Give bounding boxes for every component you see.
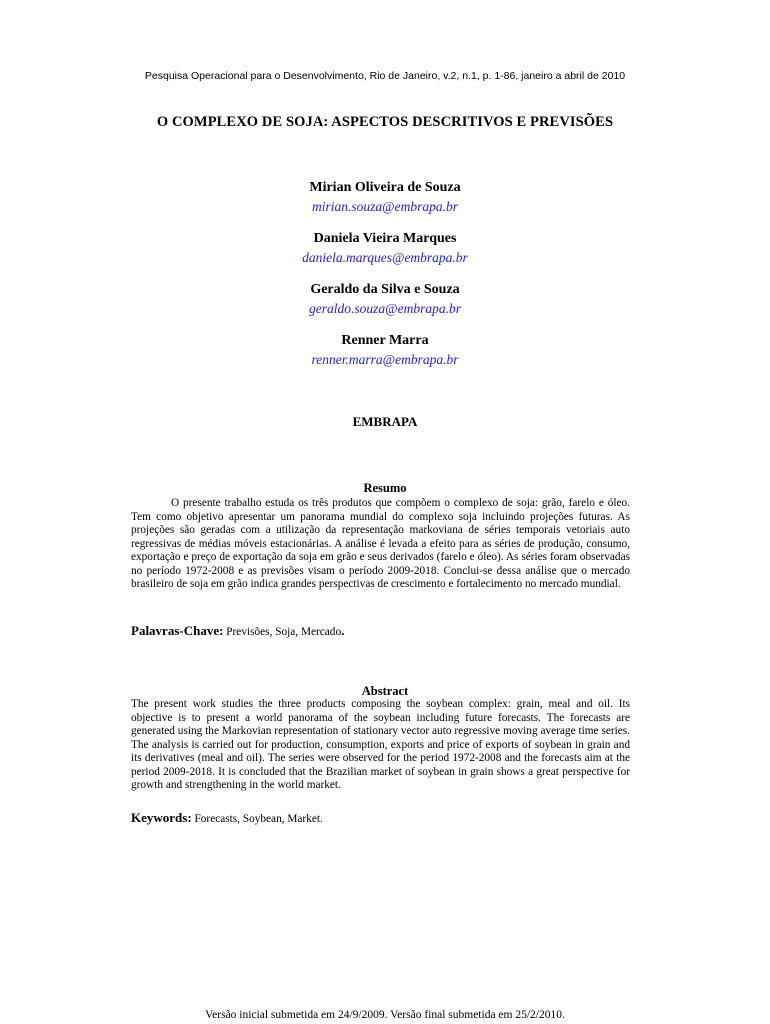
resumo-heading: Resumo	[363, 481, 407, 495]
running-head: Pesquisa Operacional para o Desenvolvimento, Rio de Janeiro, v.2, n.1, p. 1-86, janeiro a abril de 2010	[144, 70, 626, 82]
author-email-link[interactable]: geraldo.souza@embrapa.br	[309, 301, 461, 316]
paper-title: O COMPLEXO DE SOJA: ASPECTOS DESCRITIVOS E PREVISÕES	[156, 114, 614, 130]
palavras-chave-text: Previsões, Soja, Mercado	[226, 626, 342, 638]
author-email-link[interactable]: renner.marra@embrapa.br	[311, 352, 459, 367]
author-block	[0, 229, 770, 280]
author-block	[0, 280, 770, 331]
keywords-label: Keywords:	[131, 810, 192, 825]
keywords-text: Forecasts, Soybean, Market.	[194, 813, 323, 825]
palavras-chave	[131, 623, 630, 639]
keywords	[131, 810, 630, 826]
palavras-chave-end: .	[341, 623, 345, 638]
abstract-heading: Abstract	[361, 684, 409, 698]
author-block	[0, 178, 770, 229]
author-name: Daniela Vieira Marques	[313, 231, 457, 246]
author-name: Geraldo da Silva e Souza	[310, 282, 460, 297]
author-email-link[interactable]: mirian.souza@embrapa.br	[312, 199, 458, 214]
submission-footer: Versão inicial submetida em 24/9/2009. Versão final submetida em 25/2/2010.	[205, 1009, 565, 1021]
author-name: Renner Marra	[341, 333, 429, 348]
palavras-chave-label: Palavras-Chave:	[131, 623, 224, 638]
resumo-text: O presente trabalho estuda os três produtos que compõem o complexo de soja: grão, farelo e óleo. Tem como objetivo apresentar um panorama mundial do complexo soja incluindo projeções futuras. As projeções são geradas com a utilização da representação markoviana de séries temporais vetoriais auto regressivas de médias móveis estacionárias. A análise é levada a efeito para as séries de produção, consumo, exportação e preço de exportação da soja em grão e seus derivados (farelo e óleo). As séries foram observadas no período 1972-2008 e as previsões visam o período 2009-2018. Conclui-se dessa análise que o mercado brasileiro de soja em grão indica grandes perspectivas de crescimento e fortalecimento no mercado mundial.	[131, 497, 630, 590]
affiliation: EMBRAPA	[352, 414, 418, 429]
author-block	[0, 331, 770, 382]
abstract-text: The present work studies the three products composing the soybean complex: grain, meal and oil. Its objective is to present a world panorama of the soybean including future forecasts. The forecasts are generated using the Markovian representation of stationary vector auto regressive moving average time series. The analysis is carried out for production, consumption, exports and price of exports of soybean in grain and its derivatives (meal and oil). The series were observed for the period 1972-2008 and the forecasts aim at the period 2009-2018. It is concluded that the Brazilian market of soybean in grain shows a great perspective for growth and strengthening in the world market.	[131, 698, 630, 791]
author-email-link[interactable]: daniela.marques@embrapa.br	[302, 250, 468, 265]
author-list	[0, 178, 770, 382]
author-name: Mirian Oliveira de Souza	[309, 180, 461, 195]
